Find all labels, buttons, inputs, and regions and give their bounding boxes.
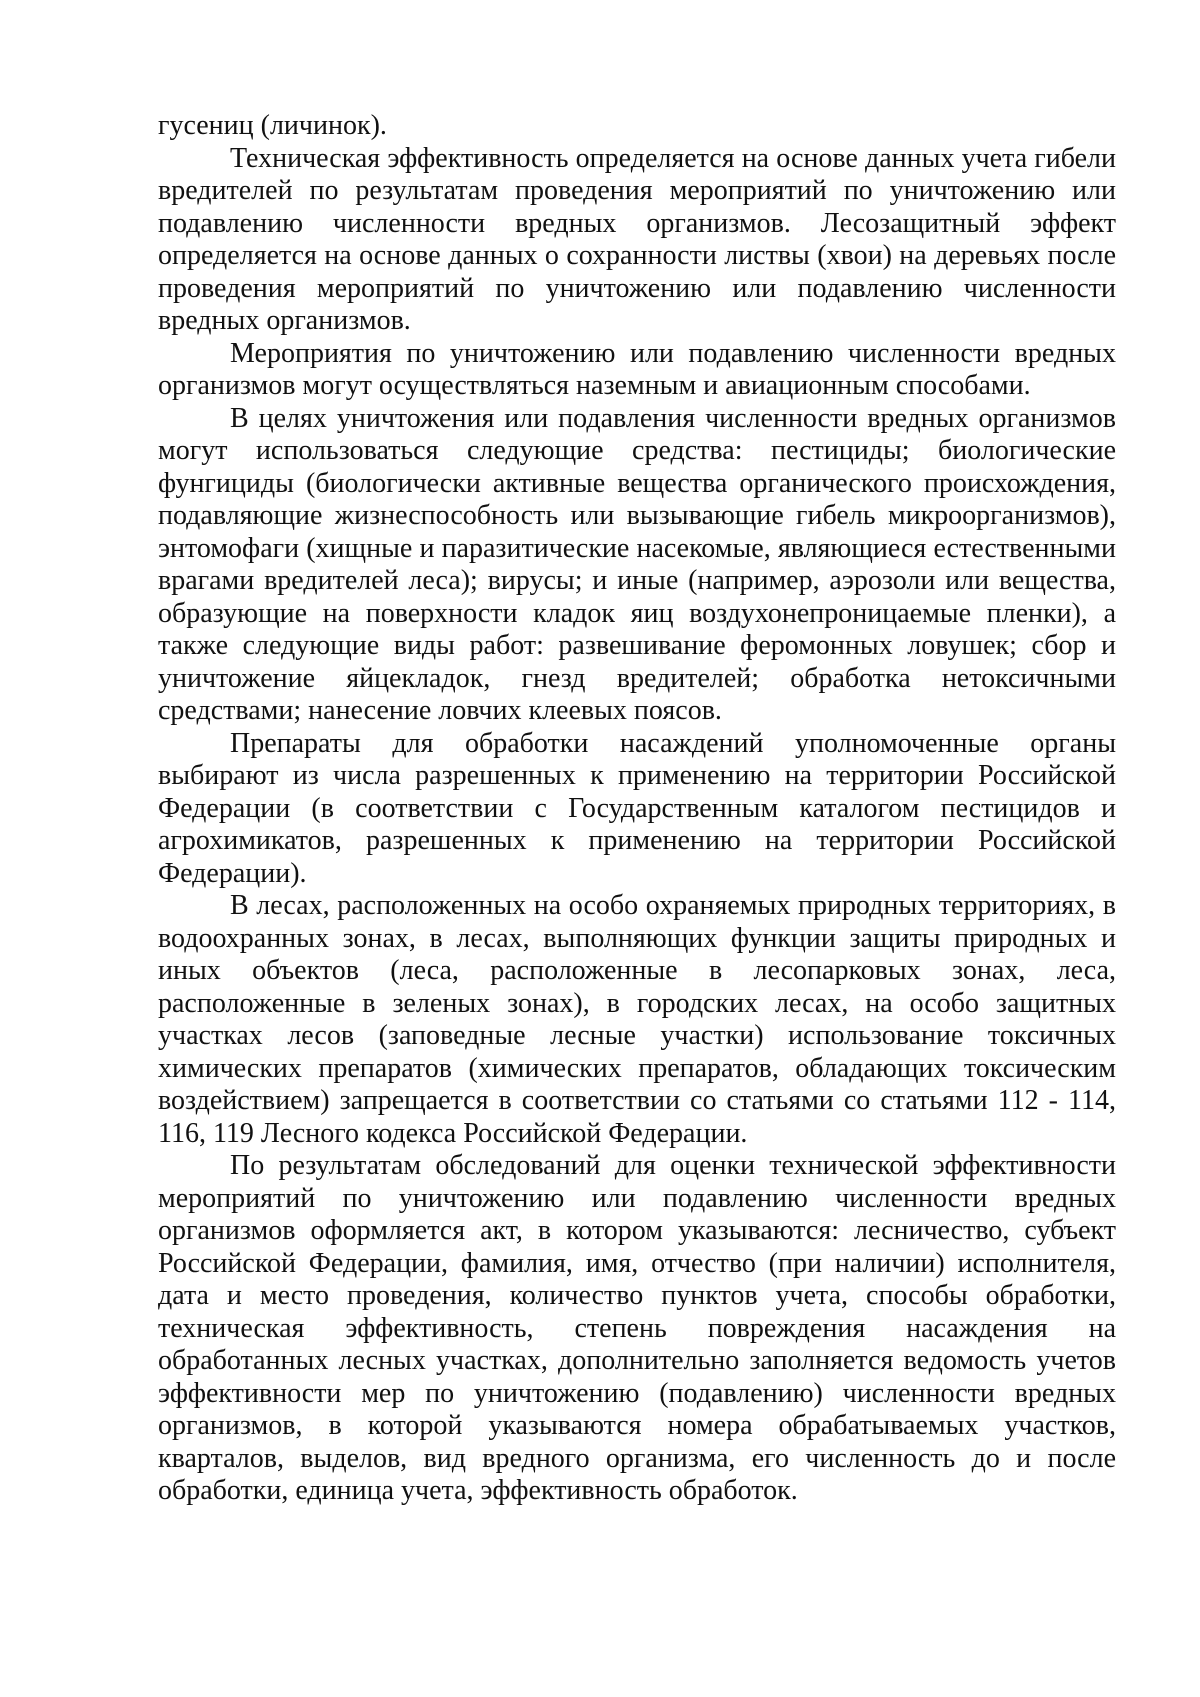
paragraph-inspection-act: По результатам обследований для оценки технической эффективности мероприятий по уничтожению или подавлению численности вредных организмов оформляется акт, в котором указываются: лесничество, субъект Российской Федерации, фамилия, имя, отчество (при наличии) исполнителя, дата и место проведения, количество пунктов учета, способы обработки, техническая эффективность, степень повреждения насаждения на обработанных лесных участках, дополнительно заполняется ведомость учетов эффективности мер по уничтожению (подавлению) численности вредных организмов, в которой указываются номера обрабатываемых участков, кварталов, выделов, вид вредного организма, его численность до и после обработки, единица учета, эффективность обработок.	[158, 1150, 1116, 1506]
paragraph-means: В целях уничтожения или подавления численности вредных организмов могут использоваться следующие средства: пестициды; биологические фунгициды (биологически активные вещества органического происхождения, подавляющие жизнеспособность или вызывающие гибель микроорганизмов), энтомофаги (хищные и паразитические насекомые, являющиеся естественными врагами вредителей леса); вирусы; и иные (например, аэрозоли или вещества, образующие на поверхности кладок яиц воздухонепроницаемые пленки), а также следующие виды работ: развешивание феромонных ловушек; сбор и уничтожение яйцекладок, гнезд вредителей; обработка нетоксичными средствами; нанесение ловчих клеевых поясов.	[158, 402, 1116, 726]
paragraph-methods: Мероприятия по уничтожению или подавлению численности вредных организмов могут осуществляться наземным и авиационным способами.	[158, 337, 1116, 401]
paragraph-continuation: гусениц (личинок).	[158, 110, 387, 141]
document-page	[158, 110, 1116, 1508]
paragraph-technical-efficiency: Техническая эффективность определяется на основе данных учета гибели вредителей по результатам проведения мероприятий по уничтожению или подавлению численности вредных организмов. Лесозащитный эффект определяется на основе данных о сохранности листвы (хвои) на деревьях после проведения мероприятий по уничтожению или подавлению численности вредных организмов.	[158, 142, 1116, 336]
paragraph-preparations: Препараты для обработки насаждений уполномоченные органы выбирают из числа разрешенных к применению на территории Российской Федерации (в соответствии с Государственным каталогом пестицидов и агрохимикатов, разрешенных к применению на территории Российской Федерации).	[158, 727, 1116, 889]
paragraph-protected-forests: В лесах, расположенных на особо охраняемых природных территориях, в водоохранных зонах, в лесах, выполняющих функции защиты природных и иных объектов (леса, расположенные в лесопарковых зонах, леса, расположенные в зеленых зонах), в городских лесах, на особо защитных участках лесов (заповедные лесные участки) использование токсичных химических препаратов (химических препаратов, обладающих токсическим воздействием) запрещается в соответствии со статьями со статьями 112 - 114, 116, 119 Лесного кодекса Российской Федерации.	[158, 890, 1116, 1149]
